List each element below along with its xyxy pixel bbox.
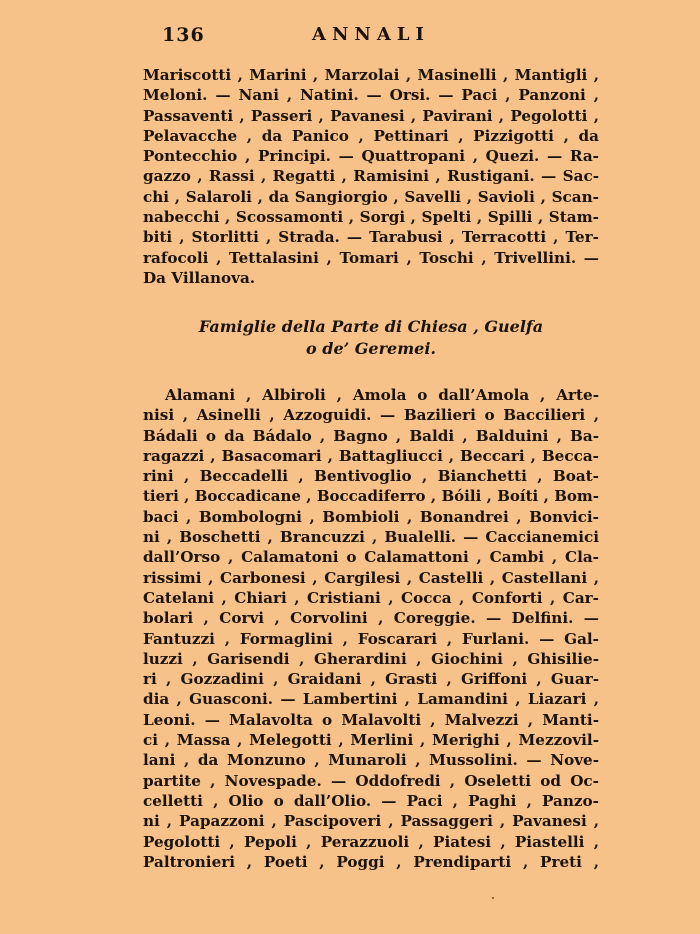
running-title: ANNALI	[312, 24, 430, 45]
text-line: Pontecchio , Principi. — Quattropani , Quezi. — Ra-	[143, 147, 599, 166]
text-line: Leoni. — Malavolta o Malavolti , Malvezzi , Manti-	[143, 710, 599, 729]
text-line: Pelavacche , da Panico , Pettinari , Pizzigotti , da	[143, 126, 599, 145]
text-line: chi , Salaroli , da Sangiorgio , Savelli , Savioli , Scan-	[143, 187, 599, 206]
text-line: ri , Gozzadini , Graidani , Grasti , Griffoni , Guar-	[143, 670, 599, 689]
text-line: Paltronieri , Poeti , Poggi , Prendiparti , Preti ,	[143, 852, 599, 871]
text-line: rafocoli , Tettalasini , Tomari , Toschi , Trivellini. —	[143, 248, 599, 267]
text-line: ci , Massa , Melegotti , Merlini , Merighi , Mezzovil-	[143, 731, 599, 750]
section-heading-line: o de’ Geremei.	[306, 339, 436, 358]
text-line: nabecchi , Scossamonti , Sorgi , Spelti , Spilli , Stam-	[143, 208, 599, 227]
text-line: gazzo , Rassi , Regatti , Ramisini , Rustigani. — Sac-	[143, 167, 599, 186]
text-line: Mariscotti , Marini , Marzolai , Masinelli , Mantigli ,	[143, 66, 599, 84]
text-line: celletti , Olio o dall’Olio. — Paci , Paghi , Panzo-	[143, 791, 599, 810]
text-line: rini , Beccadelli , Bentivoglio , Bianchetti , Boat-	[143, 467, 599, 486]
page-header	[0, 24, 700, 54]
text-line: Bádali o da Bádalo , Bagno , Baldi , Balduini , Ba-	[143, 426, 599, 445]
text-line: baci , Bombologni , Bombioli , Bonandrei , Bonvici-	[143, 507, 599, 526]
section-heading-line: Famiglie della Parte di Chiesa , Guelfa	[198, 317, 544, 336]
text-line: Da Villanova.	[143, 268, 256, 287]
text-line: Alamani , Albiroli , Amola o dall’Amola , Arte-	[165, 386, 599, 404]
text-line: luzzi , Garisendi , Gherardini , Giochini , Ghisilie-	[143, 649, 599, 668]
section-heading	[143, 316, 599, 360]
text-line: nisi , Asinelli , Azzoguidi. — Bazilieri o Baccilieri ,	[143, 406, 599, 425]
text-line: ni , Boschetti , Brancuzzi , Bualelli. — Caccianemici	[143, 528, 599, 547]
text-line: bolari , Corvi , Corvolini , Coreggie. — Delfini. —	[143, 609, 599, 628]
text-line: tieri , Boccadicane , Boccadiferro , Bóili , Boíti , Bom-	[143, 487, 599, 506]
text-line: Meloni. — Nani , Natini. — Orsi. — Paci , Panzoni ,	[143, 86, 599, 105]
paragraph-guelf-families	[143, 385, 599, 872]
paper-speck	[492, 897, 494, 899]
text-line: partite , Novespade. — Oddofredi , Oseletti od Oc-	[143, 771, 599, 790]
text-line: ni , Papazzoni , Pascipoveri , Passaggeri , Pavanesi ,	[143, 812, 599, 831]
text-line: Pegolotti , Pepoli , Perazzuoli , Piatesi , Piastelli ,	[143, 832, 599, 851]
text-line: ragazzi , Basacomari , Battagliucci , Beccari , Becca-	[143, 446, 599, 465]
text-line: Catelani , Chiari , Cristiani , Cocca , Conforti , Car-	[143, 588, 599, 607]
text-line: Fantuzzi , Formaglini , Foscarari , Furlani. — Gal-	[143, 629, 599, 648]
text-line: dall’Orso , Calamatoni o Calamattoni , Cambi , Cla-	[143, 548, 599, 567]
page-number: 136	[162, 24, 205, 46]
text-line: Passaventi , Passeri , Pavanesi , Pavirani , Pegolotti ,	[143, 106, 599, 125]
text-line: rissimi , Carbonesi , Cargilesi , Castelli , Castellani ,	[143, 568, 599, 587]
text-line: biti , Storlitti , Strada. — Tarabusi , Terracotti , Ter-	[143, 228, 599, 247]
paragraph-ghibelline-families-continued	[143, 65, 599, 288]
text-line: lani , da Monzuno , Munaroli , Mussolini. — Nove-	[143, 751, 599, 770]
text-line: dia , Guasconi. — Lambertini , Lamandini , Liazari ,	[143, 690, 599, 709]
